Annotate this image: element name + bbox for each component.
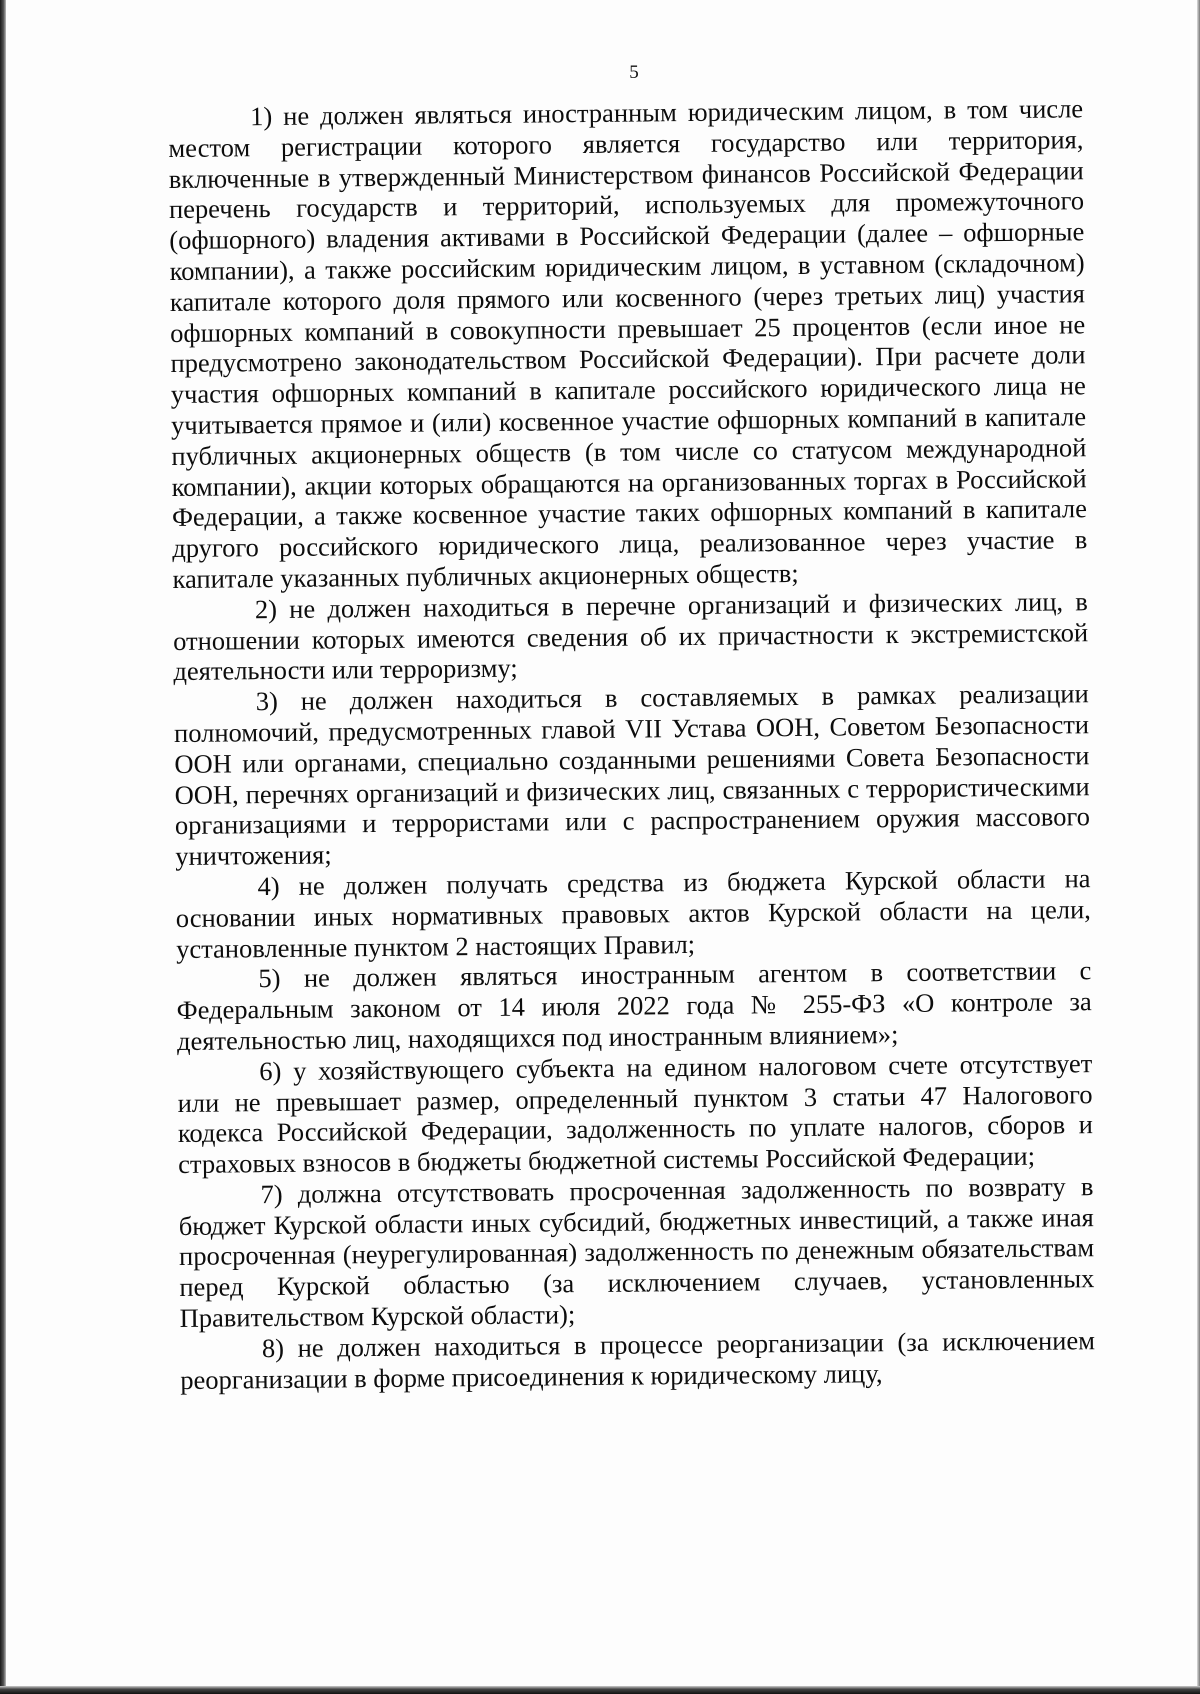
paragraph-item-1: 1) не должен являться иностранным юридическим лицом, в том числе местом регистрации которого является государство или территория, включенные в утвержденный Министерством финансов Российской Федерации перечень государств и территорий, используемых для промежуточного (офшорного) владения активами в Российской Федерации (далее – офшорные компании), а также российским юридическим лицом, в уставном (складочном) капитале которого доля прямого или косвенного (через третьих лиц) участия офшорных компаний в совокупности превышает 25 процентов (если иное не предусмотрено законодательством Российской Федерации). При расчете доли участия офшорных компаний в капитале российского юридического лица не учитывается прямое и (или) косвенное участие офшорных компаний в капитале публичных акционерных обществ (в том числе со статусом международной компании), акции которых обращаются на организованных торгах в Российской Федерации, а также косвенное участие таких офшорных компаний в капитале другого российского юридического лица, реализованное через участие в капитале указанных публичных акционерных обществ;	[168, 93, 1088, 594]
paragraph-item-2: 2) не должен находиться в перечне организаций и физических лиц, в отношении которых имеются сведения об их причастности к экстремистской деятельности или терроризму;	[173, 585, 1089, 687]
paragraph-item-3: 3) не должен находиться в составляемых в рамках реализации полномочий, предусмотренных главой VII Устава ООН, Советом Безопасности ООН или органами, специально созданными решениями Совета Безопасности ООН, перечнях организаций и физических лиц, связанных с террористическими организациями и террористами или с распространением оружия массового уничтожения;	[173, 678, 1091, 872]
paragraph-item-7: 7) должна отсутствовать просроченная задолженность по возврату в бюджет Курской области иных субсидий, бюджетных инвестиций, а также иная просроченная (неурегулированная) задолженность по денежным обязательствам перед Курской областью (за исключением случаев, установленных Правительством Курской области);	[178, 1171, 1095, 1334]
paragraph-item-4: 4) не должен получать средства из бюджета Курской области на основании иных нормативных правовых актов Курской области на цели, установленные пунктом 2 настоящих Правил;	[175, 863, 1091, 964]
document-body	[168, 93, 1095, 1395]
paragraph-item-6: 6) у хозяйствующего субъекта на едином налоговом счете отсутствует или не превышает размер, определенный пунктом 3 статьи 47 Налогового кодекса Российской Федерации, задолженность по уплате налогов, сборов и страховых взносов в бюджеты бюджетной системы Российской Федерации;	[177, 1047, 1094, 1180]
scan-edge-left	[0, 0, 6, 1694]
scan-edge-bottom	[0, 1686, 1200, 1694]
paragraph-item-8: 8) не должен находиться в процессе реорганизации (за исключением реорганизации в форме присоединения к юридическому лицу,	[180, 1325, 1096, 1395]
page-number: 5	[629, 62, 639, 83]
paragraph-item-5: 5) не должен являться иностранным агентом в соответствии с Федеральным законом от 14 июля 2022 года № 255-ФЗ «О контроле за деятельностью лиц, находящихся под иностранным влиянием»;	[176, 955, 1092, 1056]
